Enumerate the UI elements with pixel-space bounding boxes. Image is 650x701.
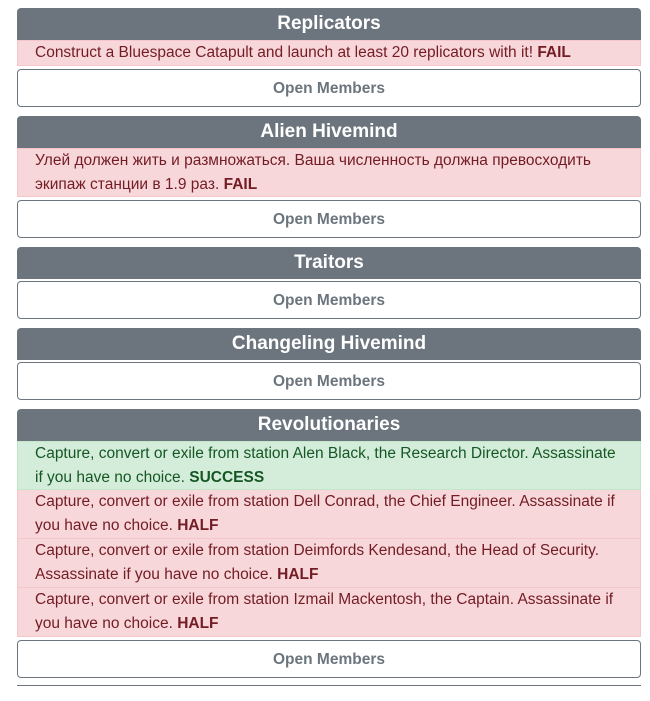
open-members-button[interactable]: Open Members — [17, 362, 641, 400]
objective-status: FAIL — [537, 44, 571, 61]
section-title: Traitors — [17, 247, 641, 279]
objective-status: HALF — [277, 566, 319, 583]
section-revolutionaries — [17, 409, 641, 686]
section-traitors — [17, 247, 641, 319]
objective-item — [17, 588, 641, 637]
objective-text: Capture, convert or exile from station Izmail Mackentosh, the Captain. Assassinate if you have no choice. — [35, 591, 614, 632]
section-title: Changeling Hivemind — [17, 328, 641, 360]
objective-item — [17, 40, 641, 66]
objective-item — [17, 490, 641, 539]
open-members-button[interactable]: Open Members — [17, 640, 641, 678]
open-members-button[interactable]: Open Members — [17, 69, 641, 107]
objective-status: SUCCESS — [189, 469, 265, 486]
section-replicators — [17, 8, 641, 107]
antagonist-panel — [17, 0, 641, 686]
objective-status: HALF — [177, 615, 219, 632]
objective-text: Capture, convert or exile from station Dell Conrad, the Chief Engineer. Assassinate if you have no choice. — [35, 493, 615, 534]
objective-text: Construct a Bluespace Catapult and launch at least 20 replicators with it! — [35, 44, 533, 61]
open-members-button[interactable]: Open Members — [17, 200, 641, 238]
objective-status: HALF — [177, 517, 219, 534]
section-alien-hivemind — [17, 116, 641, 238]
objective-item — [17, 441, 641, 490]
section-title: Replicators — [17, 8, 641, 40]
divider — [17, 685, 641, 686]
section-changeling-hivemind — [17, 328, 641, 400]
objective-item — [17, 539, 641, 588]
objective-text: Capture, convert or exile from station Alen Black, the Research Director. Assassinate if you have no choice. — [35, 445, 616, 486]
section-title: Revolutionaries — [17, 409, 641, 441]
objective-text: Capture, convert or exile from station Deimfords Kendesand, the Head of Security. Assassinate if you have no choice. — [35, 542, 600, 583]
objective-text: Улей должен жить и размножаться. Ваша численность должна превосходить экипаж станции в 1.9 раз. — [35, 152, 592, 193]
open-members-button[interactable]: Open Members — [17, 281, 641, 319]
objective-status: FAIL — [223, 176, 258, 193]
objective-item — [17, 148, 641, 197]
section-title: Alien Hivemind — [17, 116, 641, 148]
